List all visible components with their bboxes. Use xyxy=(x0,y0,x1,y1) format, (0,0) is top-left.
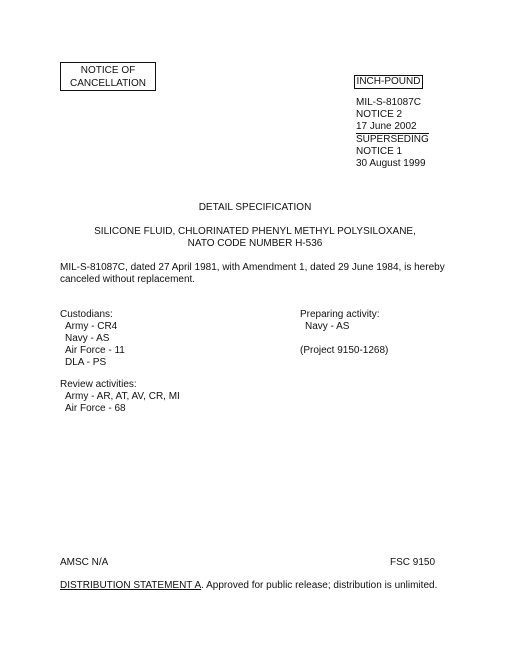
custodian-item: Air Force - 11 xyxy=(65,345,125,356)
preparing-activity-section xyxy=(300,309,388,357)
custodians-section xyxy=(60,309,125,369)
preparing-activity-heading: Preparing activity: xyxy=(300,309,380,320)
document-identification xyxy=(356,97,429,170)
notice-of-cancellation-box xyxy=(60,62,156,91)
doc-number: MIL-S-81087C xyxy=(356,97,422,108)
previous-notice: NOTICE 1 xyxy=(356,146,403,157)
custodian-item: Navy - AS xyxy=(65,333,110,344)
custodians-heading: Custodians: xyxy=(60,309,113,320)
notice-box-line1: NOTICE OF xyxy=(80,65,136,76)
preparing-activity-value: Navy - AS xyxy=(305,321,350,332)
cancellation-paragraph: MIL-S-81087C, dated 27 April 1981, with Amendment 1, dated 29 June 1984, is hereby canceled without replacement. xyxy=(60,262,445,285)
inch-pound-box: INCH-POUND xyxy=(354,75,423,89)
superseding-label: SUPERSEDING xyxy=(356,134,429,145)
spec-type-heading: DETAIL SPECIFICATION xyxy=(198,202,312,213)
notice-box-line2: CANCELLATION xyxy=(70,78,146,89)
project-number: (Project 9150-1268) xyxy=(300,345,389,356)
distribution-label: DISTRIBUTION STATEMENT A xyxy=(60,580,202,591)
notice-number: NOTICE 2 xyxy=(356,109,403,120)
fsc-code: FSC 9150 xyxy=(390,557,436,568)
title-line2: NATO CODE NUMBER H-536 xyxy=(187,238,323,249)
distribution-statement xyxy=(60,580,437,592)
review-activity-item: Air Force - 68 xyxy=(65,403,126,414)
review-activities-section xyxy=(60,379,180,415)
previous-notice-date: 30 August 1999 xyxy=(356,158,426,169)
review-activity-item: Army - AR, AT, AV, CR, MI xyxy=(65,391,180,402)
distribution-text: . Approved for public release; distribution is unlimited. xyxy=(201,580,438,591)
custodian-item: Army - CR4 xyxy=(65,321,118,332)
custodian-item: DLA - PS xyxy=(65,357,107,368)
review-activities-heading: Review activities: xyxy=(60,379,137,390)
amsc-code: AMSC N/A xyxy=(60,557,109,568)
notice-date: 17 June 2002 xyxy=(356,121,417,132)
title-line1: SILICONE FLUID, CHLORINATED PHENYL METHYL POLYSILOXANE, xyxy=(94,226,416,237)
